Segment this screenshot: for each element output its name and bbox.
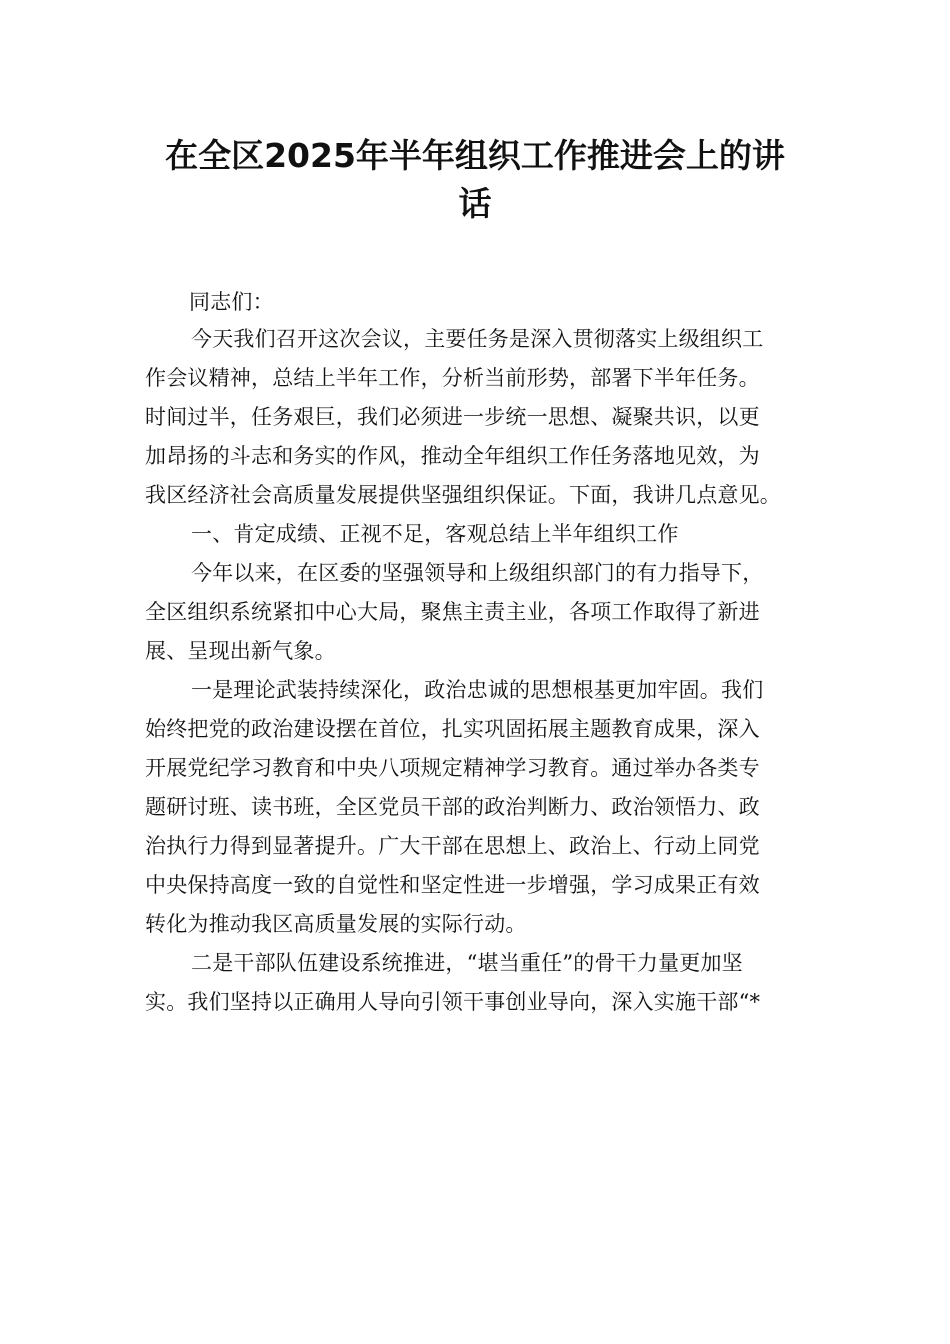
- section-heading-1: [145, 515, 811, 554]
- text-line: 实。我们坚持以正确用人导向引领干事创业导向，深入实施干部“*: [145, 990, 761, 1014]
- salutation: 同志们：: [189, 290, 274, 314]
- paragraph-summary: [145, 554, 811, 671]
- text-line: 转化为推动我区高质量发展的实际行动。: [145, 912, 527, 936]
- document-title-line-1: 在全区2025年半年组织工作推进会上的讲: [165, 136, 785, 175]
- text-line: 今年以来，在区委的坚强领导和上级组织部门的有力指导下，: [191, 561, 764, 585]
- text-line: 一是理论武装持续深化，政治忠诚的思想根基更加牢固。我们: [191, 678, 764, 702]
- text-line: 治执行力得到显著提升。广大干部在思想上、政治上、行动上同党: [145, 834, 760, 858]
- text-line: 始终把党的政治建设摆在首位，扎实巩固拓展主题教育成果，深入: [145, 717, 760, 741]
- text-line: 展、呈现出新气象。: [145, 639, 336, 663]
- text-line: 二是干部队伍建设系统推进，“堪当重任”的骨干力量更加坚: [191, 951, 743, 975]
- text-line: 全区组织系统紧扣中心大局，聚焦主责主业，各项工作取得了新进: [145, 600, 760, 624]
- paragraph-point-2: [145, 944, 811, 1022]
- text-line: 我区经济社会高质量发展提供坚强组织保证。下面，我讲几点意见。: [145, 483, 781, 507]
- text-line: 题研讨班、读书班，全区党员干部的政治判断力、政治领悟力、政: [145, 795, 760, 819]
- document-body: [145, 284, 811, 1022]
- text-line: 加昂扬的斗志和务实的作风，推动全年组织工作任务落地见效，为: [145, 444, 760, 468]
- section-heading: 一、肯定成绩、正视不足，客观总结上半年组织工作: [191, 522, 679, 546]
- text-line: 今天我们召开这次会议，主要任务是深入贯彻落实上级组织工: [191, 327, 764, 351]
- document-title-line-2: 话: [458, 184, 492, 223]
- text-line: 中央保持高度一致的自觉性和坚定性进一步增强，学习成果正有效: [145, 873, 760, 897]
- text-line: 作会议精神，总结上半年工作，分析当前形势，部署下半年任务。: [145, 366, 760, 390]
- paragraph-intro: [145, 320, 811, 515]
- text-line: 开展党纪学习教育和中央八项规定精神学习教育。通过举办各类专: [145, 756, 760, 780]
- text-line: 时间过半，任务艰巨，我们必须进一步统一思想、凝聚共识，以更: [145, 405, 760, 429]
- paragraph-point-1: [145, 671, 811, 944]
